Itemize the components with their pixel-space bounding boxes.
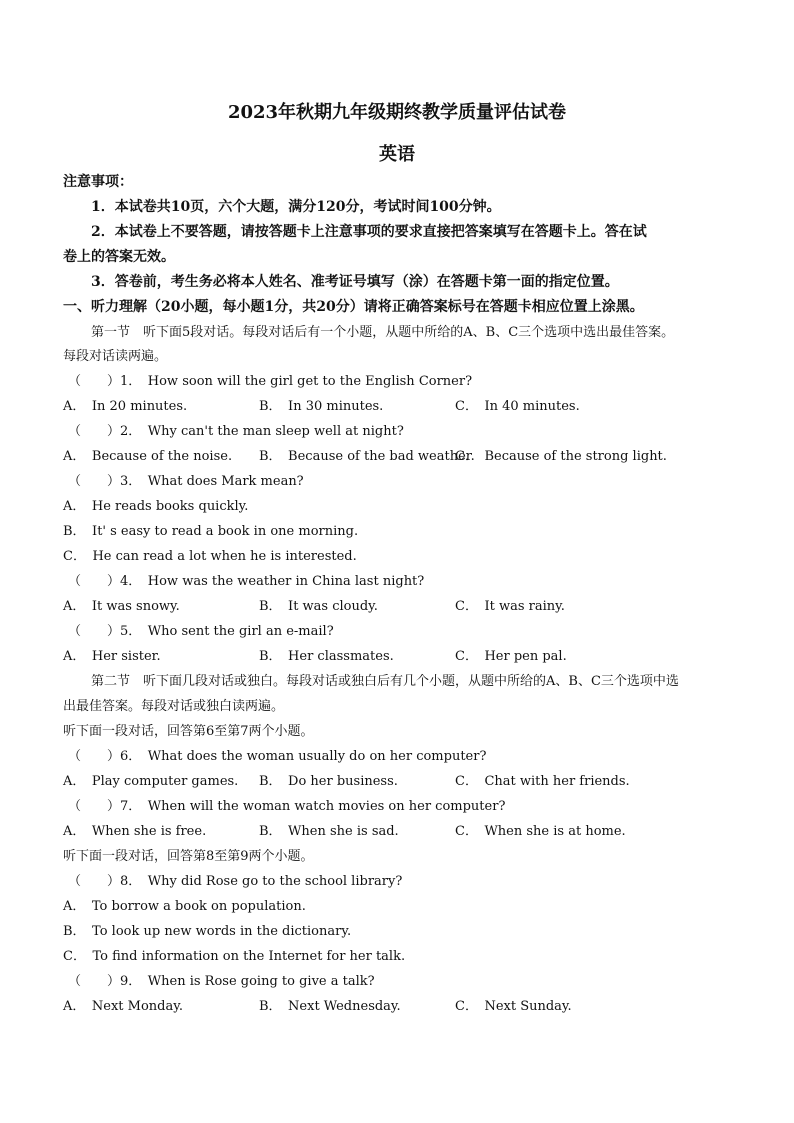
- option-b: B． Her classmates.: [259, 649, 394, 664]
- option-a: A． It was snowy.: [63, 599, 180, 614]
- section2-instructions: 第二节 听下面几段对话或独白。每段对话或独白后有几个小题，从题中所给的A、B、C三个选项中选: [91, 674, 679, 689]
- option-b: B． Do her business.: [259, 774, 398, 789]
- question-7: （ ）7． When will the woman watch movies on her computer?: [68, 799, 506, 814]
- option-c: C． In 40 minutes.: [455, 399, 580, 414]
- option-c: C． Her pen pal.: [455, 649, 567, 664]
- option-b: B． Next Wednesday.: [259, 999, 401, 1014]
- option-c: C． Chat with her friends.: [455, 774, 630, 789]
- subject-title: 英语: [379, 144, 415, 165]
- question-8: （ ）8． Why did Rose go to the school library?: [68, 874, 403, 889]
- option-b: B． In 30 minutes.: [259, 399, 384, 414]
- question-9: （ ）9． When is Rose going to give a talk?: [68, 974, 375, 989]
- question-4: （ ）4． How was the weather in China last night?: [68, 574, 425, 589]
- notice-item-2: 2．本试卷上不要答题，请按答题卡上注意事项的要求直接把答案填写在答题卡上。答在试: [91, 224, 647, 240]
- option-a: A． When she is free.: [63, 824, 207, 839]
- question-5-options: [63, 648, 763, 666]
- option-b: B． When she is sad.: [259, 824, 399, 839]
- question-3: （ ）3． What does Mark mean?: [68, 474, 304, 489]
- notice-item-3: 3．答卷前，考生务必将本人姓名、准考证号填写（涂）在答题卡第一面的指定位置。: [91, 274, 619, 290]
- option-c: C． Because of the strong light.: [455, 449, 667, 464]
- question-1: （ ）1． How soon will the girl get to the English Corner?: [68, 374, 473, 389]
- question-2: （ ）2． Why can't the man sleep well at night?: [68, 424, 404, 439]
- option-b: B． It was cloudy.: [259, 599, 378, 614]
- option-b: B． Because of the bad weather.: [259, 449, 475, 464]
- question-2-options: [63, 448, 763, 466]
- question-6-options: [63, 773, 763, 791]
- question-8-option-b: B． To look up new words in the dictionary.: [63, 924, 352, 939]
- question-5: （ ）5． Who sent the girl an e-mail?: [68, 624, 334, 639]
- option-c: C． When she is at home.: [455, 824, 626, 839]
- question-9-options: [63, 998, 763, 1016]
- question-8-option-c: C． To find information on the Internet for her talk.: [63, 949, 406, 964]
- notice-item-1: 1．本试卷共10页，六个大题，满分120分，考试时间100分钟。: [91, 199, 501, 215]
- question-1-options: [63, 398, 763, 416]
- exam-title: 2023年秋期九年级期终教学质量评估试卷: [227, 102, 567, 123]
- option-a: A． Because of the noise.: [63, 449, 233, 464]
- dialogue-intro-8-9: 听下面一段对话，回答第8至第9两个小题。: [63, 849, 314, 864]
- option-a: A． Next Monday.: [63, 999, 183, 1014]
- part1-heading: 一、听力理解（20小题，每小题1分，共20分）请将正确答案标号在答题卡相应位置上涂黑。: [63, 299, 644, 315]
- section1-instructions-cont: 每段对话读两遍。: [63, 349, 168, 364]
- question-3-option-c: C． He can read a lot when he is interested.: [63, 549, 357, 564]
- option-c: C． Next Sunday.: [455, 999, 572, 1014]
- question-8-option-a: A． To borrow a book on population.: [63, 899, 306, 914]
- notice-item-2-cont: 卷上的答案无效。: [63, 249, 175, 265]
- question-3-option-b: B． It' s easy to read a book in one morning.: [63, 524, 359, 539]
- question-3-option-a: A． He reads books quickly.: [63, 499, 249, 514]
- option-a: A． Her sister.: [63, 649, 161, 664]
- option-c: C． It was rainy.: [455, 599, 565, 614]
- section2-instructions-cont: 出最佳答案。每段对话或独白读两遍。: [63, 699, 285, 714]
- question-7-options: [63, 823, 763, 841]
- notice-heading: 注意事项：: [63, 174, 133, 190]
- option-a: A． In 20 minutes.: [63, 399, 188, 414]
- dialogue-intro-6-7: 听下面一段对话，回答第6至第7两个小题。: [63, 724, 314, 739]
- section1-instructions: 第一节 听下面5段对话。每段对话后有一个小题，从题中所给的A、B、C三个选项中选出最佳答案。: [91, 325, 675, 340]
- option-a: A． Play computer games.: [63, 774, 239, 789]
- question-6: （ ）6． What does the woman usually do on her computer?: [68, 749, 487, 764]
- question-4-options: [63, 598, 763, 616]
